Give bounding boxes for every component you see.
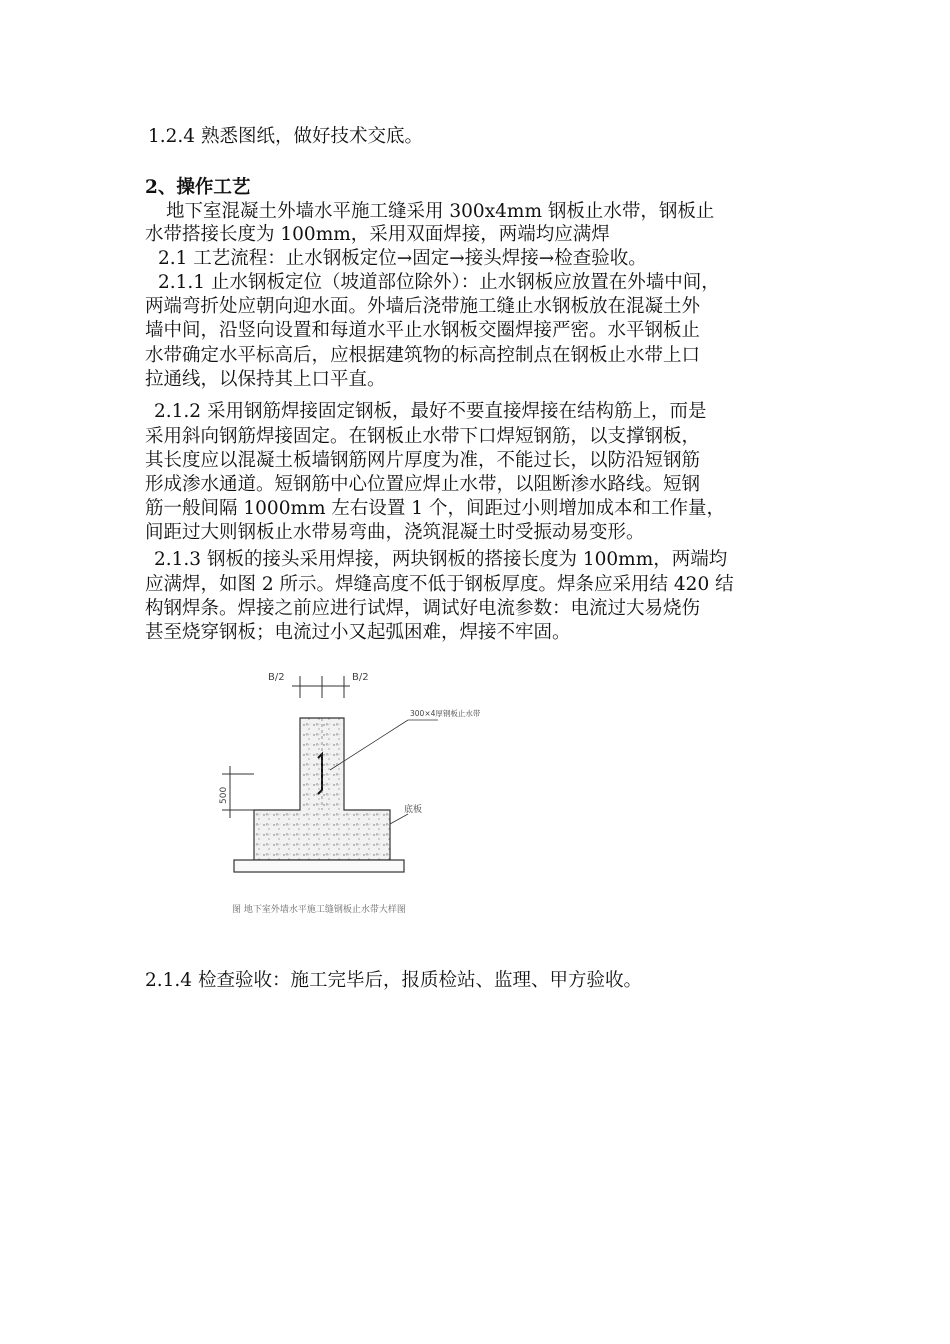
base-slab (234, 860, 404, 872)
top-dimension-lines (292, 676, 350, 698)
label-b2-right: B/2 (352, 672, 369, 683)
paragraph-1-2-4: 1.2.4 熟悉图纸，做好技术交底。 (148, 126, 423, 147)
floor-leader-line (390, 814, 408, 824)
label-floor-slab: 底板 (404, 805, 423, 815)
waterstop-detail-figure (212, 662, 481, 922)
paragraph-2-1-1-line-4: 水带确定水平标高后，应根据建筑物的标高控制点在钢板止水带上口 (145, 345, 701, 366)
paragraph-2-1-2-line-4: 形成渗水通道。短钢筋中心位置应焊止水带，以阻断渗水路线。短钢 (145, 474, 701, 495)
label-steel-plate: 300×4厚钢板止水带 (410, 709, 481, 718)
paragraph-2-1-4: 2.1.4 检查验收：施工完毕后，报质检站、监理、甲方验收。 (145, 970, 642, 991)
paragraph-2-1-1-line-3: 墙中间，沿竖向设置和每道水平止水钢板交圈焊接严密。水平钢板止 (145, 320, 701, 341)
paragraph-2-1-2-line-5: 筋一般间隔 1000mm 左右设置 1 个，间距过小则增加成本和工作量， (145, 498, 725, 519)
section-2-title: 2、操作工艺 (145, 177, 251, 198)
paragraph-2-1-2-line-1: 2.1.2 采用钢筋焊接固定钢板，最好不要直接焊接在结构筋上，而是 (154, 401, 707, 422)
label-500: 500 (219, 786, 229, 804)
paragraph-2-1-2-line-6: 间距过大则钢板止水带易弯曲，浇筑混凝土时受振动易变形。 (145, 522, 645, 543)
figure-caption: 图 地下室外墙水平施工缝钢板止水带大样图 (232, 905, 406, 915)
intro-line-1: 地下室混凝土外墙水平施工缝采用 300x4mm 钢板止水带，钢板止 (166, 201, 715, 222)
paragraph-2-1-3-line-4: 甚至烧穿钢板；电流过小又起弧困难，焊接不牢固。 (145, 622, 571, 643)
paragraph-2-1-3-line-3: 构钢焊条。焊接之前应进行试焊，调试好电流参数：电流过大易烧伤 (145, 598, 701, 619)
waterstop-detail-drawing (212, 662, 481, 922)
paragraph-2-1-1-line-2: 两端弯折处应朝向迎水面。外墙后浇带施工缝止水钢板放在混凝土外 (145, 296, 701, 317)
paragraph-2-1-3-line-2: 应满焊，如图 2 所示。焊缝高度不低于钢板厚度。焊条应采用结 420 结 (145, 574, 734, 595)
paragraph-2-1-1-line-1: 2.1.1 止水钢板定位（坡道部位除外）：止水钢板应放置在外墙中间， (158, 272, 720, 293)
paragraph-2-1-3-line-1: 2.1.3 钢板的接头采用焊接，两块钢板的搭接长度为 100mm，两端均 (154, 549, 728, 570)
paragraph-2-1-1-line-5: 拉通线，以保持其上口平直。 (145, 369, 386, 390)
label-b2-left: B/2 (268, 672, 285, 683)
paragraph-2-1-2-line-2: 采用斜向钢筋焊接固定。在钢板止水带下口焊短钢筋，以支撑钢板， (145, 426, 701, 447)
paragraph-2-1-2-line-3: 其长度应以混凝土板墙钢筋网片厚度为准，不能过长，以防沿短钢筋 (145, 450, 701, 471)
intro-line-2: 水带搭接长度为 100mm，采用双面焊接，两端均应满焊 (145, 224, 610, 245)
paragraph-2-1: 2.1 工艺流程：止水钢板定位→固定→接头焊接→检查验收。 (158, 248, 647, 269)
